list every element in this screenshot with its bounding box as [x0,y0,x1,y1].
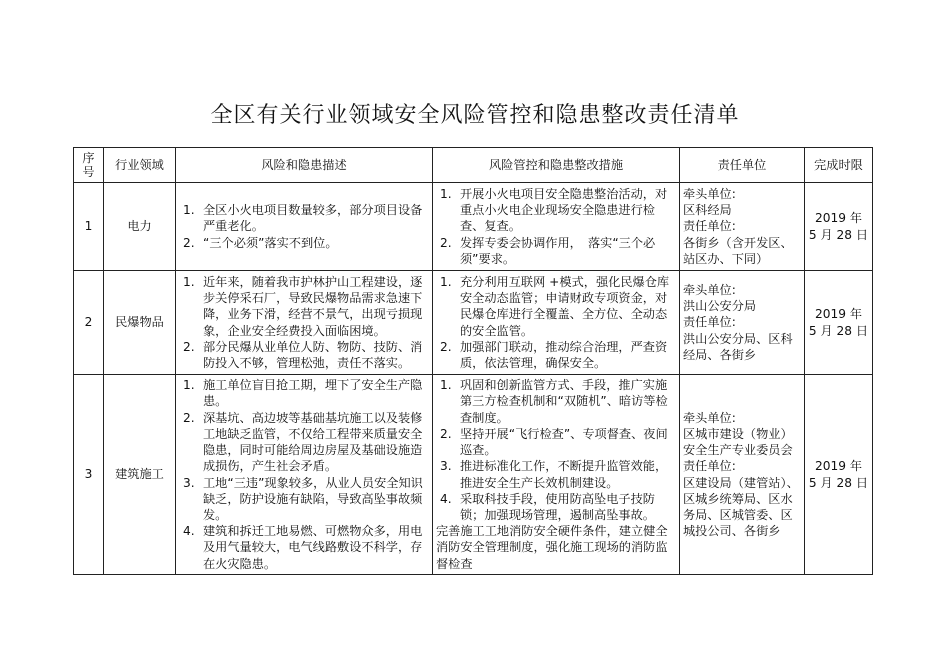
measures-cell [433,375,680,575]
table-row [74,271,873,375]
unit-line: 城投公司、各街乡 [683,524,781,539]
unit-line: 务局、区城管委、区 [683,507,793,522]
risk-cell [176,375,433,575]
unit-line: 洪山公安分局 [683,299,757,314]
unit-cell [680,375,805,575]
unit-line: 牵头单位: [683,186,736,201]
risk-item: 建筑和拆迁工地易燃、可燃物众多，用电及用气量较大，电气线路敷设不科学，存在火灾隐患。 [203,524,423,571]
unit-line: 区城乡统筹局、区水 [683,491,793,506]
measure-extra: 完善施工工地消防安全硬件条件，建立健全消防安全管理制度，强化施工现场的消防监督检查 [436,524,668,571]
risk-cell [176,271,433,375]
measure-item: 采取科技手段，使用防高坠电子技防锁；加强现场管理，遏制高坠事故。 [460,491,655,522]
measure-item: 坚持开展“飞行检查”、专项督查、夜间巡查。 [460,426,668,458]
header-industry: 行业领域 [104,148,176,183]
table-row [74,183,873,271]
header-unit: 责任单位 [680,148,805,183]
risk-item: “三个必须”落实不到位。 [203,235,338,250]
risk-item: 施工单位盲目抢工期，埋下了安全生产隐患。 [203,378,423,409]
table-header-row [74,148,873,183]
unit-line: 责任单位: [683,315,736,330]
unit-cell [680,183,805,271]
row-industry: 电力 [104,183,176,271]
row-industry: 民爆物品 [104,271,176,375]
measure-item: 加强部门联动，推动综合治理，严查资质，依法管理，确保安全。 [460,339,668,370]
unit-line: 区科经局 [683,203,732,218]
unit-line: 区城市建设（物业） [683,426,793,441]
risk-item: 全区小火电项目数量较多，部分项目设备严重老化。 [203,203,423,234]
header-deadline: 完成时限 [805,148,873,183]
measure-item: 推进标准化工作，不断提升监管效能，推进安全生产长效机制建设。 [460,459,668,490]
row-seq: 1 [74,183,104,271]
table-row [74,375,873,575]
deadline-cell: 2019 年 5 月 28 日 [805,271,873,375]
header-measures: 风险管控和隐患整改措施 [433,148,680,183]
measure-item: 充分利用互联网 +模式，强化民爆仓库安全动态监管；申请财政专项资金，对民爆仓库进行全覆盖、全方位、全动态的安全监管。 [460,274,670,338]
risk-cell [176,183,433,271]
unit-line: 洪山公安分局、区科 [683,331,793,346]
unit-line: 区建设局（建管站）、 [683,475,799,490]
measure-item: 发挥专委会协调作用， 落实“三个必须”要求。 [460,235,656,266]
unit-line: 经局、各街乡 [683,347,757,362]
unit-cell [680,271,805,375]
header-seq: 序 号 [74,148,104,183]
row-seq: 3 [74,375,104,575]
unit-line: 牵头单位: [683,410,736,425]
measures-cell [433,183,680,271]
risk-item: 深基坑、高边坡等基础基坑施工以及装修工地缺乏监管，不仅给工程带来质量安全隐患，同时可能给周边房屋及基础设施造成损伤，产生社会矛盾。 [203,410,423,474]
unit-line: 站区办、下同） [683,251,769,266]
deadline-cell: 2019 年 5 月 28 日 [805,183,873,271]
risk-item: 工地“三违”现象较多，从业人员安全知识缺乏，防护设施有缺陷，导致高坠事故频发。 [203,475,423,522]
page-title: 全区有关行业领域安全风险管控和隐患整改责任清单 [210,103,740,128]
deadline-cell: 2019 年 5 月 28 日 [805,375,873,575]
measures-cell [433,271,680,375]
unit-line: 责任单位: [683,219,736,234]
measure-item: 开展小火电项目安全隐患整治活动，对重点小火电企业现场安全隐患进行检查、复查。 [460,186,668,234]
unit-line: 安全生产专业委员会 [683,443,793,458]
unit-line: 牵头单位: [683,282,736,297]
unit-line: 各街乡（含开发区、 [683,235,793,250]
measure-item: 巩固和创新监管方式、手段，推广实施第三方检查机制和“双随机”、暗访等检查制度。 [460,378,668,425]
unit-line: 责任单位: [683,459,736,474]
risk-item: 近年来，随着我市护林护山工程建设，逐步关停采石厂，导致民爆物品需求急速下降，业务下滑，经营不景气，出现亏损现象，企业安全经费投入面临困境。 [203,274,423,338]
row-industry: 建筑施工 [104,375,176,575]
responsibility-table [73,147,873,575]
risk-item: 部分民爆从业单位人防、物防、技防、消防投入不够，管理松弛，责任不落实。 [203,339,423,370]
header-risk: 风险和隐患描述 [176,148,433,183]
row-seq: 2 [74,271,104,375]
